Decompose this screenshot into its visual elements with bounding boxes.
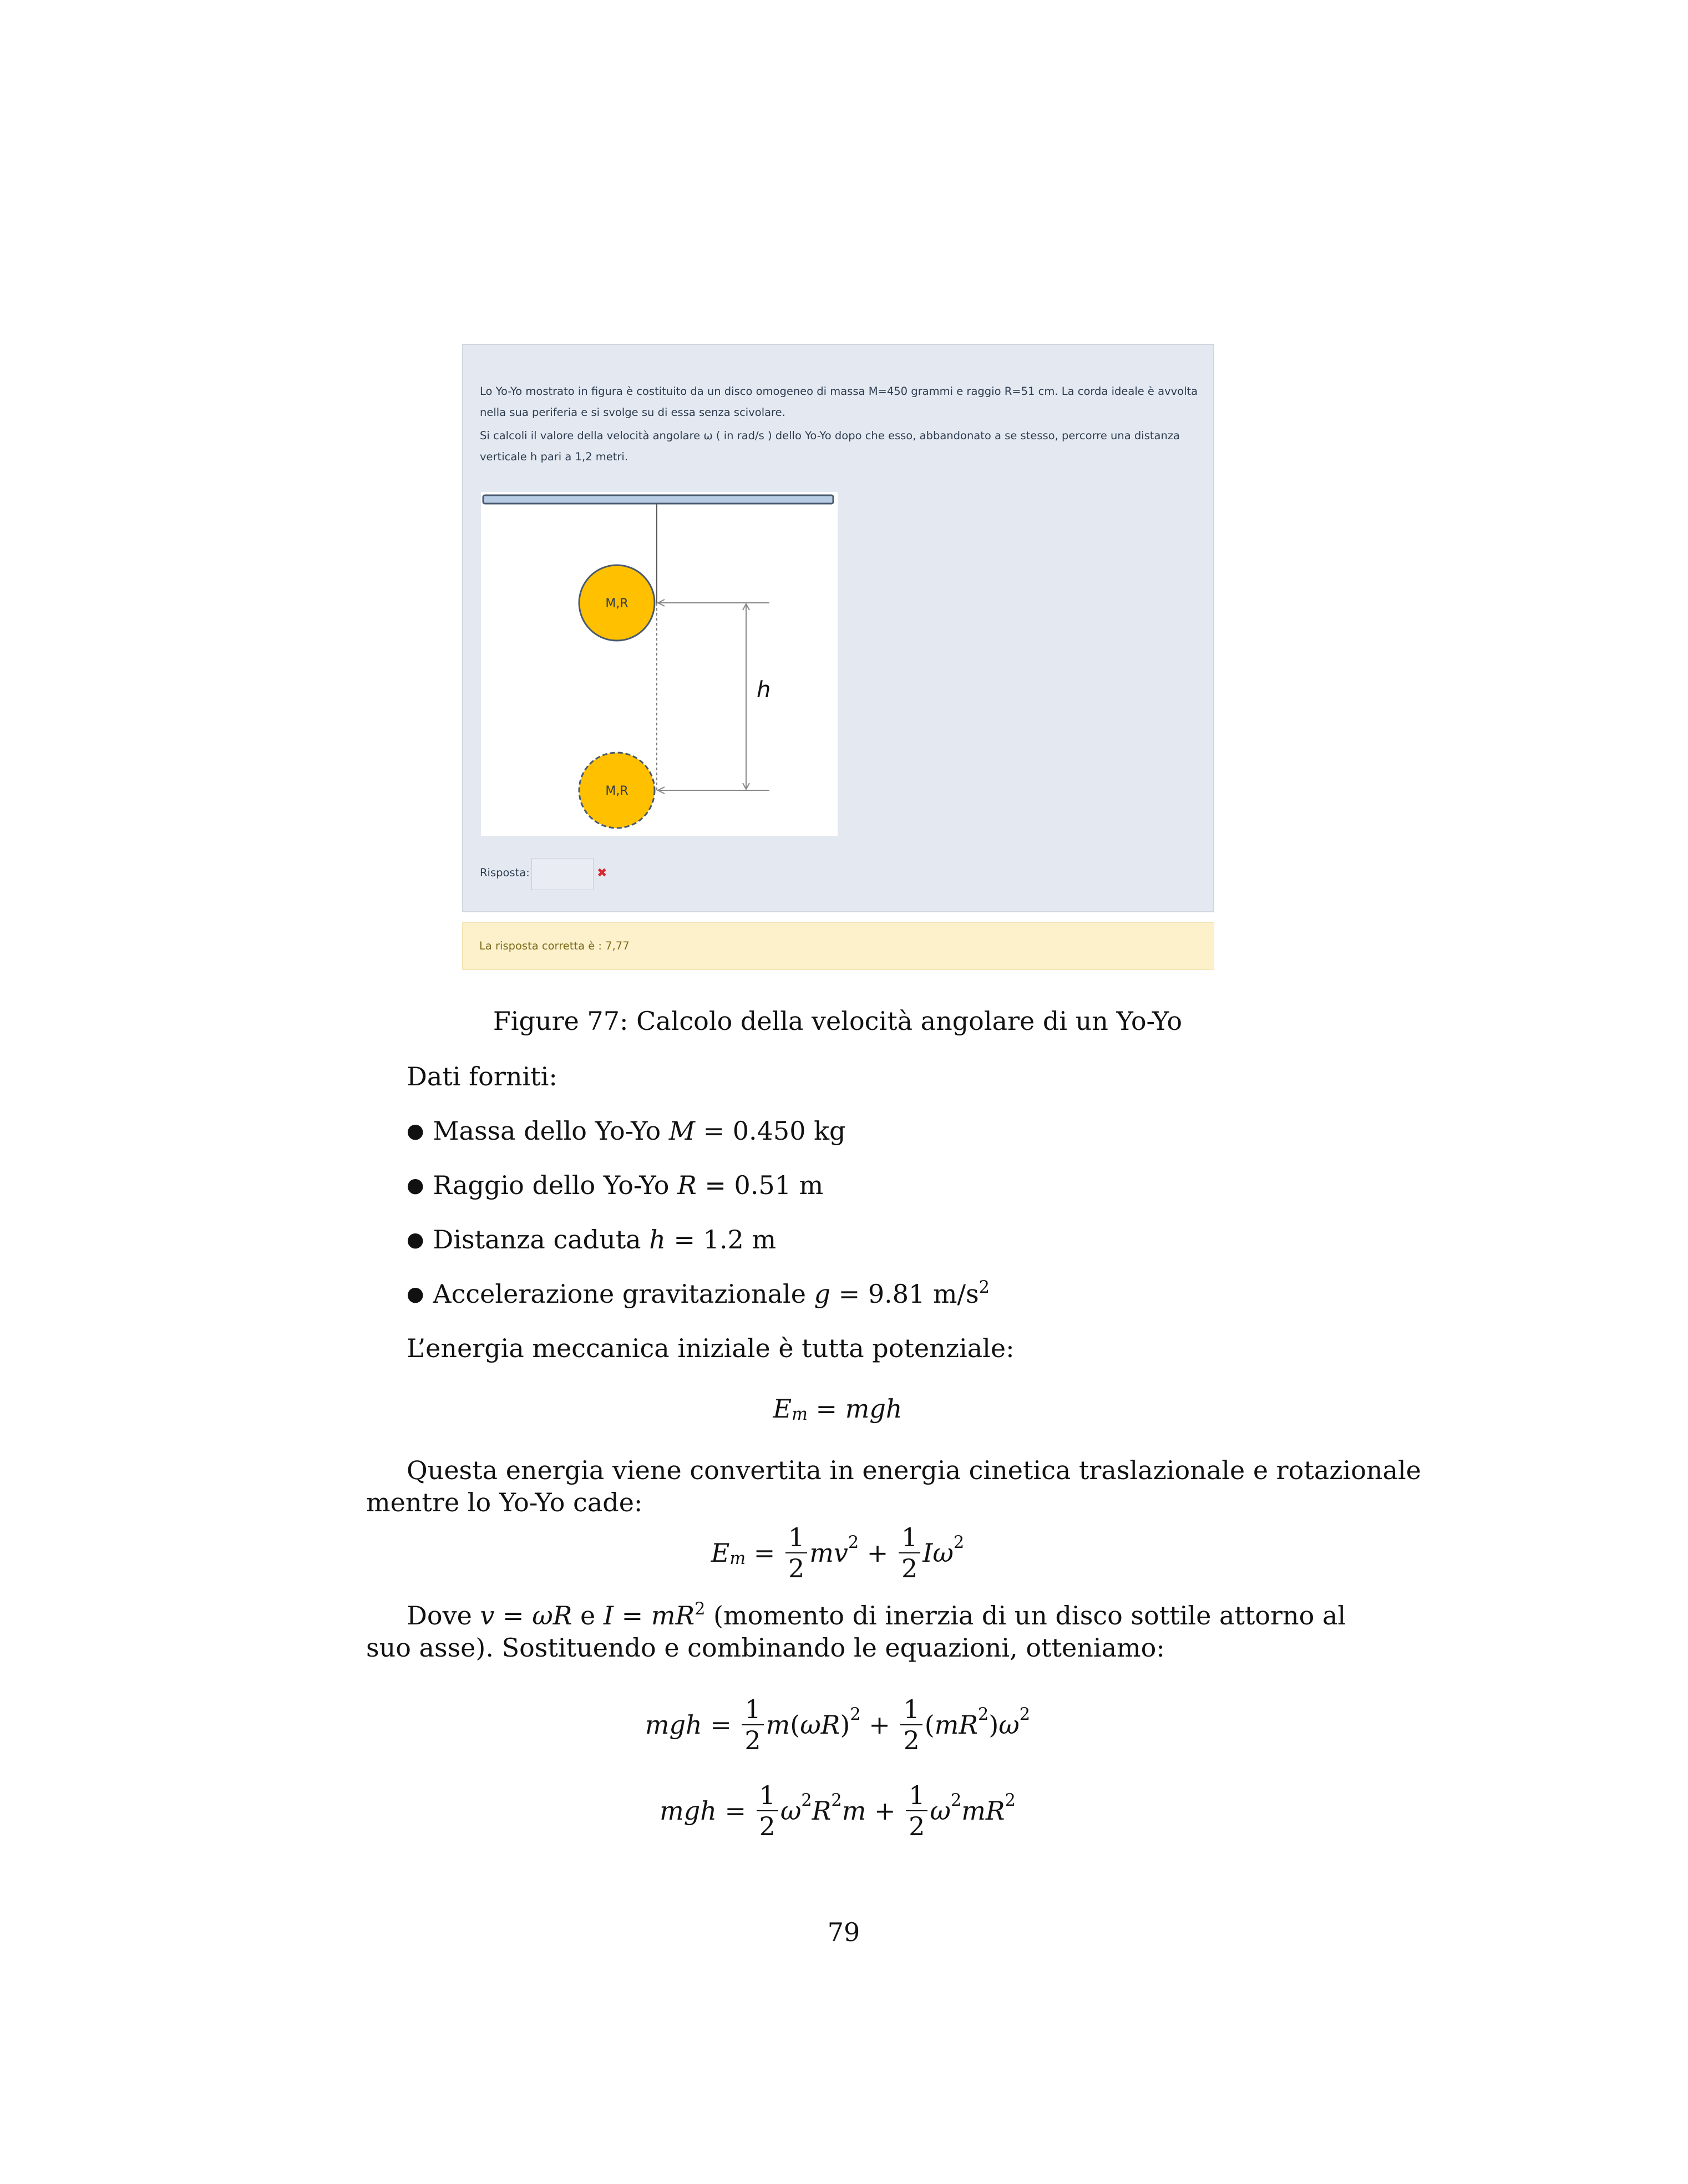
equation: mgh = $\frac{1}{2}$ m ( ωR ) $^2$ + $\frac{1}{2}$ ( mR $^2$ ) ω $^2$ <box>645 1694 1031 1755</box>
paragraph: suo asse). Sostituendo e combinando le equazioni, otteniamo: <box>366 1633 1165 1663</box>
yoyo-diagram <box>481 492 838 836</box>
disk-bottom-label: M,R <box>605 784 628 798</box>
quiz-question-card <box>462 344 1214 912</box>
correct-answer-feedback <box>462 922 1214 970</box>
answer-label: Risposta: <box>480 866 530 879</box>
paragraph: mentre lo Yo-Yo cade: <box>366 1487 643 1517</box>
paragraph: Questa energia viene convertita in energia cinetica traslazionale e rotazionale <box>407 1455 1421 1485</box>
question-text: Si calcoli il valore della velocità angolare ω ( in rad/s ) dello Yo-Yo dopo che esso, abbandonato a se stesso, percorre una distanza verticale h pari a 1,2 metri. <box>480 429 1180 463</box>
paragraph: Dove v = ωR e $I = mR^2$ (momento di inerzia di un disco sottile attorno al <box>407 1599 1346 1631</box>
paragraph: L’energia meccanica iniziale è tutta potenziale: <box>407 1333 1015 1363</box>
given-heading: Dati forniti: <box>407 1061 557 1091</box>
equation: E $_m$ = mgh <box>773 1394 903 1424</box>
answer-input[interactable] <box>531 858 594 890</box>
correct-answer-text: La risposta corretta è : 7,77 <box>479 939 630 952</box>
list-item: ● Raggio dello Yo-Yo R = 0.51 m <box>407 1170 824 1200</box>
equation: mgh = $\frac{1}{2}$ ω $^2$ R $^2$ m + $\frac{1}{2}$ ω $^2$ mR $^2$ <box>660 1780 1016 1841</box>
list-item: ● Massa dello Yo-Yo M = 0.450 kg <box>407 1116 846 1146</box>
question-text: Lo Yo-Yo mostrato in figura è costituito da un disco omogeneo di massa M=450 grammi e raggio R=51 cm. La corda ideale è avvolta nella sua periferia e si svolge su di essa senza scivolare. <box>480 385 1198 419</box>
figure-caption: Figure 77: Calcolo della velocità angolare di un Yo-Yo <box>493 1006 1183 1036</box>
equation: E $_m$ = $\frac{1}{2}$ mv $^2$ + $\frac{1}{2}$ Iω $^2$ <box>711 1522 965 1583</box>
list-item: ● Distanza caduta h = 1.2 m <box>407 1225 777 1254</box>
page-number: 79 <box>827 1917 860 1947</box>
close-icon: ✖ <box>597 866 607 880</box>
ceiling-bar <box>483 495 833 504</box>
list-item: ● Accelerazione gravitazionale g = 9.81 $m/s^2$ <box>407 1277 990 1309</box>
disk-top-label: M,R <box>605 597 628 611</box>
height-label: h <box>757 677 771 703</box>
